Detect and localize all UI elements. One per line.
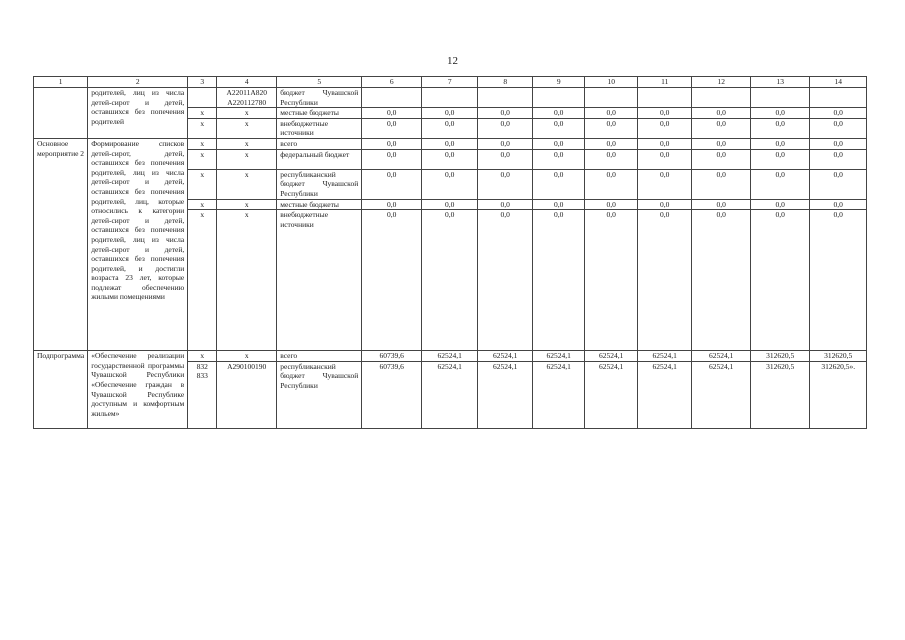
value-cell: 62524,1: [585, 351, 638, 362]
value-cell: 0,0: [585, 210, 638, 351]
budget-table: [33, 76, 867, 429]
value-cell: [692, 88, 751, 108]
value-cell: 0,0: [478, 199, 533, 210]
value-cell: 0,0: [422, 210, 478, 351]
col-header: 12: [692, 77, 751, 88]
source-cell: внебюджетные источники: [277, 118, 362, 138]
value-cell: 0,0: [638, 118, 692, 138]
value-cell: 0,0: [362, 169, 422, 199]
value-cell: 0,0: [533, 169, 585, 199]
value-cell: 0,0: [533, 138, 585, 149]
c3-cell: х: [188, 199, 217, 210]
value-cell: 0,0: [533, 108, 585, 119]
value-cell: 0,0: [585, 169, 638, 199]
value-cell: 0,0: [362, 118, 422, 138]
c4-cell: х: [217, 210, 277, 351]
value-cell: 0,0: [362, 199, 422, 210]
value-cell: 0,0: [478, 169, 533, 199]
value-cell: [362, 88, 422, 108]
value-cell: 62524,1: [692, 361, 751, 428]
c4-cell: х: [217, 351, 277, 362]
value-cell: 0,0: [422, 138, 478, 149]
sub-label: Подпрограмма: [34, 351, 88, 429]
value-cell: 312620,5: [751, 361, 810, 428]
value-cell: 0,0: [362, 149, 422, 169]
page-number: 12: [447, 55, 458, 67]
col-header: 4: [217, 77, 277, 88]
table-row: [34, 138, 867, 149]
cont-name-cell: родителей, лиц из числа детей-сирот и детей, оставшихся без попечения родителей: [88, 88, 188, 139]
value-cell: 62524,1: [638, 361, 692, 428]
value-cell: 0,0: [533, 199, 585, 210]
value-cell: 0,0: [810, 118, 867, 138]
value-cell: 0,0: [810, 199, 867, 210]
value-cell: 0,0: [810, 169, 867, 199]
col-header: 3: [188, 77, 217, 88]
c4-cell: х: [217, 149, 277, 169]
value-cell: 0,0: [638, 108, 692, 119]
value-cell: 0,0: [533, 149, 585, 169]
value-cell: 0,0: [692, 199, 751, 210]
value-cell: 0,0: [751, 118, 810, 138]
value-cell: 0,0: [751, 210, 810, 351]
table-row: [34, 88, 867, 108]
value-cell: 0,0: [810, 149, 867, 169]
c4-cell: А290100190: [217, 361, 277, 428]
value-cell: [585, 88, 638, 108]
value-cell: 0,0: [751, 138, 810, 149]
value-cell: 0,0: [585, 199, 638, 210]
value-cell: 0,0: [810, 210, 867, 351]
c3-cell: х: [188, 108, 217, 119]
source-cell: местные бюджеты: [277, 199, 362, 210]
value-cell: 0,0: [585, 108, 638, 119]
col-header: 9: [533, 77, 585, 88]
value-cell: [422, 88, 478, 108]
cont-codes: А22011А820 А220112780: [217, 88, 277, 108]
value-cell: 0,0: [638, 199, 692, 210]
value-cell: 0,0: [751, 169, 810, 199]
value-cell: 60739,6: [362, 361, 422, 428]
col-header: 13: [751, 77, 810, 88]
col-header: 5: [277, 77, 362, 88]
value-cell: 0,0: [478, 149, 533, 169]
c3-cell: х: [188, 118, 217, 138]
value-cell: 0,0: [638, 138, 692, 149]
value-cell: 0,0: [810, 138, 867, 149]
c4-cell: х: [217, 199, 277, 210]
source-cell: всего: [277, 138, 362, 149]
value-cell: 312620,5: [810, 351, 867, 362]
value-cell: 0,0: [692, 210, 751, 351]
col-header: 7: [422, 77, 478, 88]
value-cell: 0,0: [478, 138, 533, 149]
value-cell: [810, 88, 867, 108]
value-cell: 0,0: [422, 199, 478, 210]
value-cell: 62524,1: [585, 361, 638, 428]
c3-cell: х: [188, 210, 217, 351]
c3-cell: х: [188, 351, 217, 362]
source-cell: бюджет Чувашской Республики: [277, 88, 362, 108]
value-cell: [751, 88, 810, 108]
value-cell: [533, 88, 585, 108]
col-header: 10: [585, 77, 638, 88]
value-cell: 62524,1: [422, 351, 478, 362]
cont-c3: [188, 88, 217, 108]
value-cell: 62524,1: [638, 351, 692, 362]
value-cell: 62524,1: [533, 351, 585, 362]
value-cell: [638, 88, 692, 108]
value-cell: 62524,1: [422, 361, 478, 428]
value-cell: 0,0: [362, 138, 422, 149]
c4-cell: х: [217, 118, 277, 138]
value-cell: 62524,1: [478, 361, 533, 428]
value-cell: 60739,6: [362, 351, 422, 362]
source-cell: федеральный бюджет: [277, 149, 362, 169]
value-cell: 0,0: [692, 108, 751, 119]
value-cell: 0,0: [692, 138, 751, 149]
value-cell: 312620,5».: [810, 361, 867, 428]
col-header: 1: [34, 77, 88, 88]
c3-cell: х: [188, 149, 217, 169]
value-cell: 0,0: [751, 108, 810, 119]
value-cell: 0,0: [533, 118, 585, 138]
col-header: 11: [638, 77, 692, 88]
value-cell: 0,0: [362, 108, 422, 119]
c4-cell: х: [217, 138, 277, 149]
value-cell: 0,0: [478, 210, 533, 351]
value-cell: 0,0: [810, 108, 867, 119]
om2-label: Основное мероприятие 2: [34, 138, 88, 350]
value-cell: 0,0: [692, 149, 751, 169]
value-cell: 0,0: [751, 149, 810, 169]
col-header: 8: [478, 77, 533, 88]
source-cell: республиканский бюджет Чувашской Республики: [277, 361, 362, 428]
c3-cell: х: [188, 138, 217, 149]
value-cell: 0,0: [751, 199, 810, 210]
om2-name: Формирование списков детей-сирот, детей, оставшихся без попечения родителей, лиц из числа детей-сирот и детей, оставшихся без попечения родителей, лиц, которые относились к категории детей-сирот и детей, оставшихся без попечения родителей, лиц из числа детей-сирот и детей, оставшихся без попечения родителей, и достигли возраста 23 лет, которые подлежат обеспечению жилыми помещениями: [88, 138, 188, 350]
source-cell: республиканский бюджет Чувашской Республики: [277, 169, 362, 199]
value-cell: 0,0: [362, 210, 422, 351]
value-cell: 62524,1: [478, 351, 533, 362]
value-cell: 0,0: [533, 210, 585, 351]
cont-label-cell: [34, 88, 88, 139]
c3-cell: 832 833: [188, 361, 217, 428]
col-header: 14: [810, 77, 867, 88]
c4-cell: х: [217, 169, 277, 199]
value-cell: 312620,5: [751, 351, 810, 362]
value-cell: 0,0: [422, 108, 478, 119]
value-cell: 0,0: [692, 118, 751, 138]
table-row: [34, 351, 867, 362]
value-cell: 0,0: [422, 118, 478, 138]
sub-name: «Обеспечение реализации государственной программы Чувашской Республики «Обеспечение граждан в Чувашской Республике доступным и комфортным жильем»: [88, 351, 188, 429]
value-cell: 0,0: [638, 169, 692, 199]
value-cell: 0,0: [478, 118, 533, 138]
value-cell: 0,0: [692, 169, 751, 199]
header-row: [34, 77, 867, 88]
value-cell: 0,0: [638, 149, 692, 169]
value-cell: 62524,1: [692, 351, 751, 362]
source-cell: всего: [277, 351, 362, 362]
c4-cell: х: [217, 108, 277, 119]
value-cell: 62524,1: [533, 361, 585, 428]
value-cell: 0,0: [422, 149, 478, 169]
value-cell: 0,0: [585, 138, 638, 149]
value-cell: 0,0: [478, 108, 533, 119]
c3-cell: х: [188, 169, 217, 199]
value-cell: 0,0: [638, 210, 692, 351]
source-cell: местные бюджеты: [277, 108, 362, 119]
value-cell: [478, 88, 533, 108]
col-header: 6: [362, 77, 422, 88]
value-cell: 0,0: [422, 169, 478, 199]
source-cell: внебюджетные источники: [277, 210, 362, 351]
value-cell: 0,0: [585, 118, 638, 138]
col-header: 2: [88, 77, 188, 88]
value-cell: 0,0: [585, 149, 638, 169]
